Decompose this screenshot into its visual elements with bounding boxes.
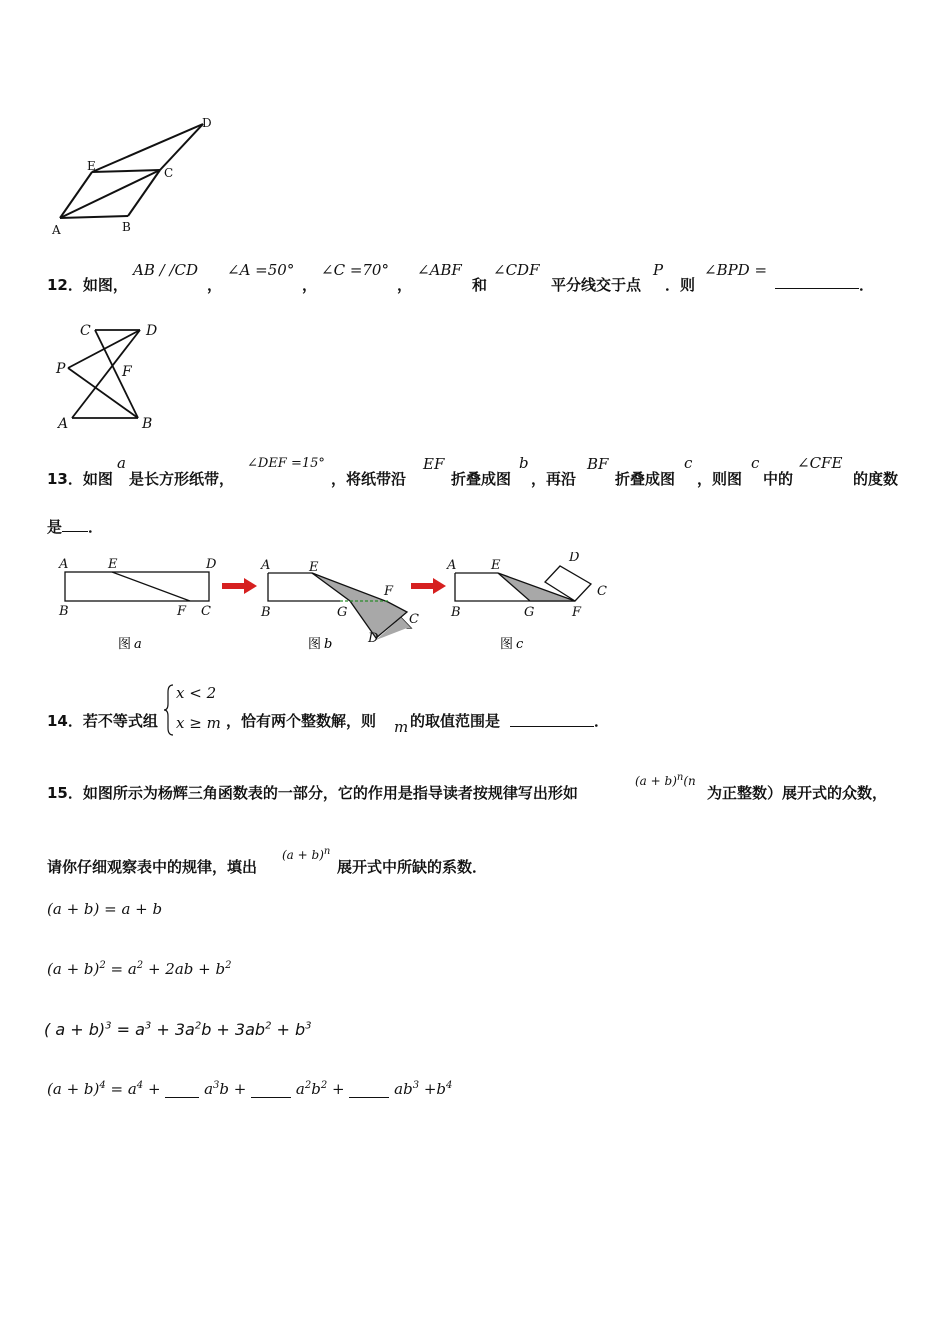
- fig-c-caption: 图 c: [500, 637, 524, 652]
- q12-comma: ，: [207, 276, 223, 294]
- q15-blank-3[interactable]: [349, 1081, 389, 1098]
- question-13: [47, 452, 927, 492]
- fig-b-label-g: G: [337, 605, 348, 620]
- fig-b-label-c: C: [409, 612, 419, 627]
- q15-row-2: $(a + b)^2 = a^2 + 2ab + b^2$: [47, 960, 232, 978]
- fig-a-label-a: A: [59, 557, 69, 572]
- q13-degree: 的度数: [853, 470, 899, 488]
- q13-var-c-2: c: [751, 454, 760, 472]
- q13-angle-def: ∠DEF =15°: [247, 456, 325, 471]
- q12-angle-bpd: ∠BPD =: [704, 261, 768, 279]
- fig-c-label-g: G: [524, 605, 535, 620]
- q15-expr: $(a + b)^n(n$: [635, 772, 696, 788]
- q13-number: 13．如图: [47, 470, 113, 488]
- q12-ab-parallel-cd: AB / /CD: [133, 261, 199, 279]
- q13-answer-blank[interactable]: [62, 517, 88, 532]
- q14-ineq-2: x ≥ m: [176, 714, 221, 732]
- fig-c-label-e: E: [491, 558, 501, 573]
- q15-row-4: $(a + b)^4 = a^4 + a^3b + a^2b^2 + ab^3 +b^4$: [47, 1080, 453, 1098]
- fig-a-label-d: D: [206, 557, 217, 572]
- q13-var-a: a: [117, 454, 126, 472]
- question-15: [47, 772, 927, 812]
- fig-top-label-a: A: [52, 223, 61, 237]
- q14-range-text: 的取值范围是: [410, 712, 501, 730]
- q12-angle-a: ∠A =50°: [227, 261, 295, 279]
- fig-b-label-b: B: [261, 605, 271, 620]
- fig-b-label-e: E: [309, 560, 319, 575]
- q12-angle-abf: ∠ABF: [417, 261, 462, 279]
- q13-fold-along: ，将纸带沿: [331, 470, 407, 488]
- fig-b-label-f: F: [384, 584, 394, 599]
- fig-c-label-a: A: [447, 558, 457, 573]
- q12-and: 和: [472, 276, 488, 294]
- q14-brace: [163, 684, 175, 736]
- question-12: [47, 258, 927, 298]
- fig-c-label-f: F: [572, 605, 582, 620]
- fig-a-label-e: E: [108, 557, 118, 572]
- q15-expr-2: $(a + b)^n$: [282, 846, 331, 862]
- q13-is: 是: [47, 518, 63, 536]
- q13-then-along: ，再沿: [531, 470, 577, 488]
- q13-line-2: [47, 516, 103, 538]
- q12-number: 12．如图，: [47, 276, 128, 294]
- fig-a-label-b: B: [59, 604, 69, 619]
- q12-fig-label-f: F: [122, 364, 132, 380]
- fig-b-label-d: D: [368, 631, 379, 646]
- q14-number: 14．若不等式组: [47, 712, 158, 730]
- figure-top-quadrilateral: [40, 110, 240, 240]
- q13-line-bf: BF: [587, 455, 609, 473]
- fig-c-label-d: D: [569, 552, 580, 565]
- q15-row-1: (a + b) = a + b: [47, 900, 163, 918]
- q14-answer-blank[interactable]: [510, 726, 594, 727]
- q15-row-3: ( $a + b)^3 = a^3 + 3a^2b + 3ab^2 + b^3$: [44, 1020, 312, 1039]
- q12-fig-label-p: P: [56, 361, 66, 377]
- question-14: [47, 682, 927, 742]
- fig-a-label-c: C: [201, 604, 211, 619]
- fig-a-label-f: F: [177, 604, 187, 619]
- q13-is-strip: 是长方形纸带，: [129, 470, 235, 488]
- fig-c-label-c: C: [597, 584, 607, 599]
- q13-var-c: c: [684, 454, 693, 472]
- q14-condition: ，恰有两个整数解，则: [226, 712, 377, 730]
- q12-angle-c: ∠C =70°: [321, 261, 389, 279]
- fig-b-caption: 图 b: [308, 637, 333, 652]
- q14-period: ．: [594, 712, 610, 730]
- fig-top-label-d: D: [202, 116, 212, 130]
- q13-in: 中的: [763, 470, 794, 488]
- figure-q12: [50, 318, 180, 436]
- q13-fold-into-2: 折叠成图: [615, 470, 676, 488]
- q12-fig-label-a: A: [58, 416, 69, 432]
- fig-a-caption: 图 a: [118, 637, 142, 652]
- q12-fig-label-b: B: [142, 416, 153, 432]
- q13-fold-into: 折叠成图: [451, 470, 512, 488]
- fig-top-label-c: C: [164, 166, 174, 180]
- q12-fig-label-c: C: [80, 323, 91, 339]
- q13-period: ．: [88, 518, 104, 536]
- q12-angle-cdf: ∠CDF: [493, 261, 540, 279]
- q13-angle-cfe: ∠CFE: [797, 454, 843, 472]
- q13-fig-c: [455, 566, 591, 601]
- q12-point-p: P: [653, 261, 664, 279]
- q12-comma: ，: [302, 276, 318, 294]
- q14-ineq-1: x < 2: [176, 684, 217, 702]
- fig-top-label-b: B: [122, 220, 131, 234]
- q15-blank-1[interactable]: [165, 1081, 199, 1098]
- q15-blank-2[interactable]: [251, 1081, 291, 1098]
- q13-then-fig: ，则图: [697, 470, 743, 488]
- fig-b-label-a: A: [261, 558, 271, 573]
- q12-period: ．: [859, 276, 875, 294]
- q13-fig-a: [65, 572, 209, 601]
- arrow-b-to-c: [411, 578, 446, 594]
- q13-var-b: b: [519, 454, 529, 472]
- q12-answer-blank[interactable]: [775, 288, 859, 289]
- q12-comma: ，: [397, 276, 413, 294]
- q14-var-m: m: [394, 718, 409, 736]
- q13-line-ef: EF: [423, 455, 445, 473]
- q12-bisect-text: 平分线交于点: [551, 276, 642, 294]
- fig-c-label-b: B: [451, 605, 461, 620]
- figure-q13: [50, 552, 630, 657]
- q15-line-2: [47, 846, 927, 876]
- q12-then: ．则: [665, 276, 696, 294]
- q15-line-2-post: 展开式中所缺的系数．: [337, 858, 488, 876]
- q15-line-2-pre: 请你仔细观察表中的规律，填出: [47, 858, 258, 876]
- fig-top-label-e: E: [87, 159, 96, 173]
- q15-line-1: 15．如图所示为杨辉三角函数表的一部分，它的作用是指导读者按规律写出形如: [47, 784, 578, 802]
- q12-fig-label-d: D: [146, 323, 158, 339]
- arrow-a-to-b: [222, 578, 257, 594]
- q15-positive: 为正整数）展开式的众数，: [707, 784, 888, 802]
